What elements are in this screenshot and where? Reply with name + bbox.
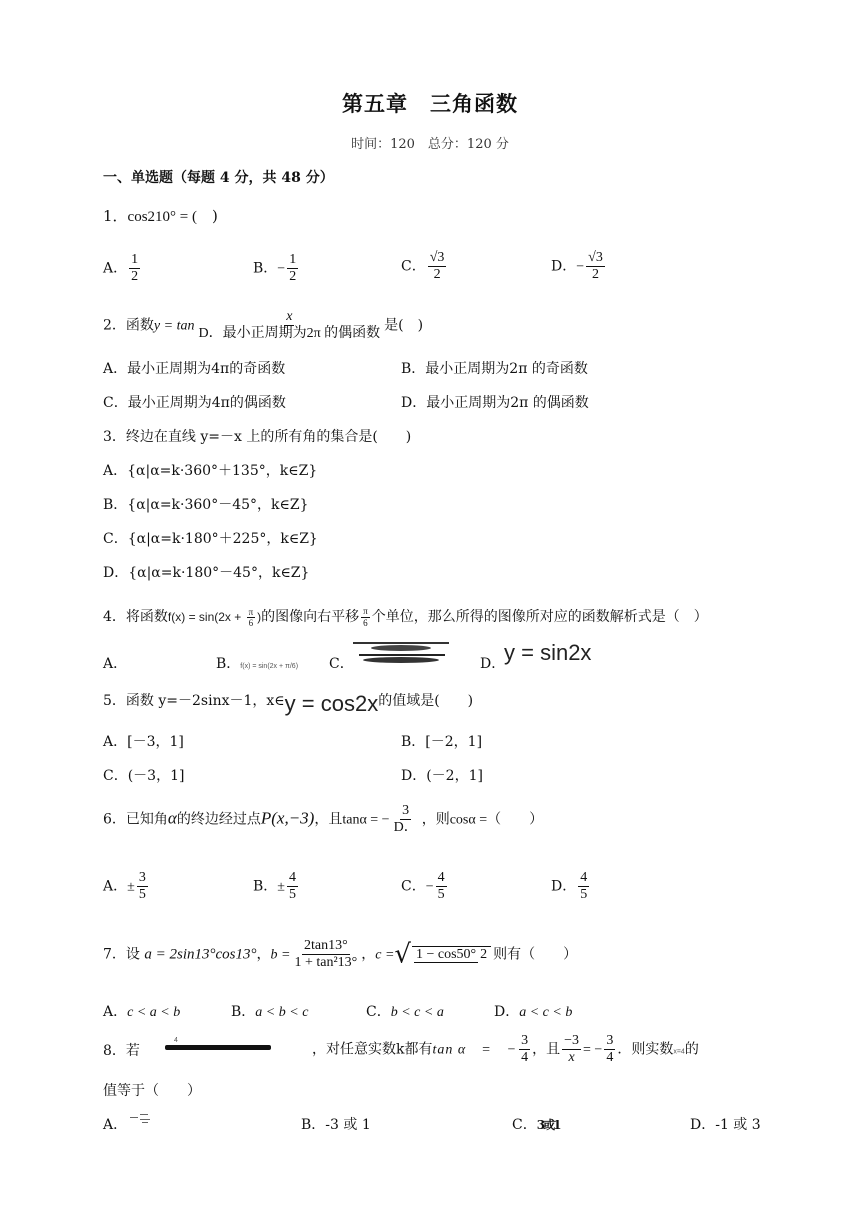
q6-point: P(x,−3)	[260, 808, 315, 828]
q7-option-b	[231, 1001, 308, 1021]
q5-option-b: B．[－2，1]	[401, 734, 483, 750]
q2-option-c: C．最小正周期为4π的偶函数	[103, 395, 286, 411]
q7-c-lhs: c =	[375, 947, 395, 963]
q6-b-frac	[287, 870, 298, 903]
q6-a-num: 3	[137, 870, 148, 887]
q4-b-label: B．	[216, 656, 241, 672]
q8-stem-4: ．则实数	[617, 1041, 674, 1058]
q8-n2: −3	[562, 1033, 581, 1050]
q1-option-d	[551, 250, 607, 283]
q1-d-sign: −	[576, 259, 585, 275]
q7-d-label: D．	[494, 1004, 520, 1020]
q4-stem-2: 的图像向右平移	[261, 609, 360, 625]
q7-d-text: a < c < b	[519, 1005, 573, 1020]
q6-option-d	[551, 870, 591, 903]
q8-d2: x	[568, 1050, 575, 1066]
q8-d3: 4	[606, 1050, 614, 1066]
q8-c-image: 3或1	[536, 1118, 560, 1132]
q7-b-num: 2tan13°	[302, 938, 350, 955]
q1-d-num: √3	[586, 250, 605, 267]
q1-b-sign: −	[277, 261, 286, 277]
q1-a-den: 2	[131, 269, 139, 285]
q3-option-c: C．{α|α=k·180°＋225°，k∈Z}	[103, 531, 318, 547]
q6-option-a	[103, 870, 150, 903]
q8-n1: 3	[519, 1033, 530, 1050]
q4-option-b	[216, 653, 298, 673]
q4-c-bar-mid	[359, 654, 445, 656]
q7-a-label: A．	[103, 1004, 128, 1020]
q4-shift-six: 6	[363, 617, 368, 628]
q6-d-label: D．	[551, 878, 577, 895]
q7-b-lhs: b =	[270, 947, 291, 963]
q2-num: x	[284, 309, 294, 326]
q8-stem-3: ，且	[532, 1041, 561, 1058]
q8-n3: 3	[604, 1033, 615, 1050]
q7-b-label: B．	[231, 1004, 256, 1020]
q1-number: 1．	[103, 207, 128, 225]
q4-b-image: f(x) = sin(2x + π/6)	[240, 663, 299, 670]
q8-d1: 4	[521, 1050, 529, 1066]
q8-frac-3	[604, 1033, 615, 1066]
q4-six: 6	[248, 618, 254, 629]
q6-b-sign: ±	[277, 879, 285, 895]
q6-cos: cosα =	[449, 812, 488, 828]
q6-stem-4: ，则	[421, 811, 450, 828]
q7-tail: 则有（ ）	[493, 946, 578, 963]
q7-stem: 7．设	[103, 946, 140, 963]
question-3: 3．终边在直线 y=－x 上的所有角的集合是( )	[103, 429, 412, 445]
q1-c-fraction	[428, 250, 447, 283]
q2-fraction	[196, 309, 382, 342]
q6-fraction	[392, 803, 420, 836]
q4-pi: π	[248, 606, 254, 617]
q6-den: D．	[393, 820, 418, 836]
q7-option-d	[494, 1001, 572, 1021]
q1-d-label: D．	[551, 258, 577, 275]
q2-function: y = tan	[153, 318, 195, 334]
q6-option-c	[401, 870, 449, 903]
q4-option-a: A．	[103, 656, 128, 672]
q7-b-text: a < b < c	[255, 1005, 309, 1020]
q1-expression: cos210° = (	[127, 209, 197, 225]
q7-b-frac	[292, 938, 359, 971]
q6-alpha: α	[167, 808, 177, 828]
q6-a-label: A．	[103, 878, 128, 895]
q6-c-num: 4	[436, 870, 447, 887]
q8-x-image: x=4	[673, 1048, 685, 1056]
q1-c-num: √3	[428, 250, 447, 267]
q7-option-a	[103, 1001, 180, 1021]
q7-radical-sign: √	[394, 939, 411, 970]
q4-option-d	[480, 653, 505, 673]
q8-option-c	[512, 1114, 559, 1134]
q6-paren: （ ）	[487, 811, 544, 828]
q6-num: 3	[400, 803, 411, 820]
q7-a-text: c < a < b	[127, 1005, 181, 1020]
q2-option-b: B．最小正周期为2π 的奇函数	[401, 361, 588, 377]
q4-f: f(x) = sin(2x +	[167, 610, 245, 624]
q4-c-label: C．	[329, 656, 354, 672]
q4-d-label: D．	[480, 656, 506, 672]
q8-redacted-bar	[165, 1045, 271, 1050]
q1-a-fraction	[129, 252, 140, 285]
question-2	[103, 309, 423, 342]
q2-tail: 是( )	[384, 317, 424, 334]
q5-option-d: D．(－2，1]	[401, 768, 483, 784]
q1-option-c	[401, 250, 448, 283]
q4-shift-pi: π	[363, 606, 368, 617]
q4-shift	[361, 606, 370, 628]
q1-b-num: 1	[287, 252, 298, 269]
q1-b-label: B．	[253, 260, 278, 277]
q6-stem-3: ，且	[314, 811, 343, 828]
q8-frac-1	[519, 1033, 530, 1066]
q4-function-image: f(x) = sin(2x + $\frac{\pi}{6}$ )	[167, 606, 262, 629]
q2-option-a: A．最小正周期为4π的奇函数	[103, 361, 286, 377]
q8-option-d: D．-1 或 3	[690, 1117, 761, 1133]
q8-option-a	[103, 1114, 127, 1134]
q6-c-den: 5	[437, 887, 445, 903]
q6-c-sign: −	[425, 879, 434, 895]
q8-eq: = −	[583, 1042, 603, 1058]
q8-a-label: A．	[103, 1117, 128, 1133]
q3-option-a: A．{α|α=k·360°＋135°，k∈Z}	[103, 463, 318, 479]
q8-option-b: B．-3 或 1	[301, 1117, 371, 1133]
q8-a-mark-4	[142, 1122, 148, 1123]
q4-c-blob-1	[371, 645, 431, 651]
q6-a-sign: ±	[127, 879, 135, 895]
q8-stem-2: ，对任意实数k都有	[312, 1041, 433, 1058]
q6-c-frac	[436, 870, 447, 903]
question-7	[103, 938, 577, 971]
q4-pi6	[247, 607, 256, 629]
section-heading: 一、单选题（每题 4 分，共 48 分）	[103, 170, 334, 186]
question-5	[103, 690, 473, 717]
q6-c-label: C．	[401, 878, 426, 895]
q8-tan: tan α = −	[432, 1042, 518, 1058]
q1-option-a	[103, 252, 142, 285]
q5-option-c: C．(－3，1]	[103, 768, 185, 784]
q7-c-label: C．	[366, 1004, 391, 1020]
question-1	[103, 205, 218, 226]
q6-tan: tanα = −	[342, 812, 390, 828]
q6-a-frac	[137, 870, 148, 903]
q5-option-a: A．[－3，1]	[103, 734, 184, 750]
q8-c-label: C．	[512, 1117, 537, 1133]
q1-d-fraction	[586, 250, 605, 283]
question-4	[103, 606, 708, 629]
q8-a-mark-1	[130, 1117, 138, 1118]
q8-a-mark-2	[140, 1114, 148, 1115]
q4-option-c	[329, 653, 354, 673]
q1-b-fraction	[287, 252, 298, 285]
q6-b-den: 5	[288, 887, 296, 903]
page-subtitle: 时间：120 总分：120 分	[351, 137, 509, 152]
q1-c-label: C．	[401, 258, 426, 275]
q5-stem-2: 的值域是( )	[378, 693, 474, 709]
q1-a-label: A．	[103, 260, 128, 277]
q5-image: y = cos2x	[284, 691, 379, 716]
q7-a-expr: a = 2sin13°cos13°	[144, 946, 257, 963]
q7-c-text: b < c < a	[390, 1005, 444, 1020]
q6-a-den: 5	[138, 887, 146, 903]
q7-option-c	[366, 1001, 444, 1021]
q6-d-den: 5	[580, 887, 588, 903]
q1-option-b	[253, 252, 300, 285]
q8-line-2: 值等于（ ）	[103, 1083, 201, 1099]
q1-c-den: 2	[433, 267, 441, 283]
q7-comma-1: ，	[256, 946, 271, 963]
q6-b-label: B．	[253, 878, 278, 895]
q2-den: D．最小正周期为2π 的偶函数	[198, 326, 381, 342]
q6-option-b	[253, 870, 300, 903]
q7-c-den: 2	[480, 947, 488, 963]
page-title: 第五章 三角函数	[342, 91, 518, 116]
question-6	[103, 803, 543, 836]
question-8-label: 8．若	[103, 1043, 140, 1059]
q7-c-num: 1 − cos50°	[416, 947, 477, 963]
q4-d-image: y = sin2x	[504, 640, 592, 665]
q4-stem-3: 个单位，那么所得的图像所对应的函数解析式是（ ）	[371, 609, 708, 625]
q6-b-num: 4	[287, 870, 298, 887]
q7-c-frac	[412, 946, 491, 963]
q6-d-frac	[578, 870, 589, 903]
q6-stem-1: 6．已知角	[103, 811, 168, 828]
q6-d-num: 4	[578, 870, 589, 887]
q1-a-num: 1	[129, 252, 140, 269]
q7-b-den: 1 + tan²13°	[294, 955, 358, 971]
q1-d-den: 2	[591, 267, 599, 283]
q4-c-distorted-image	[353, 640, 453, 666]
q1-b-den: 2	[289, 269, 297, 285]
q1-paren: )	[197, 207, 218, 225]
q8-a-tiny-image	[130, 1112, 152, 1126]
q2-option-d: D．最小正周期为2π 的偶函数	[401, 395, 589, 411]
q8-stem-5: 的	[684, 1041, 699, 1058]
q5-stem-1: 5．函数 y=－2sinx－1，x∈	[103, 693, 285, 709]
q6-stem-2: 的终边经过点	[176, 811, 261, 828]
q8-img-num: 4	[174, 1037, 178, 1044]
q3-option-d: D．{α|α=k·180°－45°，k∈Z}	[103, 565, 310, 581]
q4-stem-1: 4．将函数	[103, 609, 168, 625]
q7-comma-2: ，	[361, 946, 376, 963]
q4-c-blob-2	[363, 657, 439, 663]
q8-frac-2	[562, 1033, 581, 1066]
q3-option-b: B．{α|α=k·360°－45°，k∈Z}	[103, 497, 309, 513]
q8-a-mark-3	[140, 1119, 150, 1120]
q4-c-bar-top	[353, 642, 449, 644]
q2-stem: 2．函数	[103, 317, 154, 334]
question-8	[312, 1033, 699, 1066]
